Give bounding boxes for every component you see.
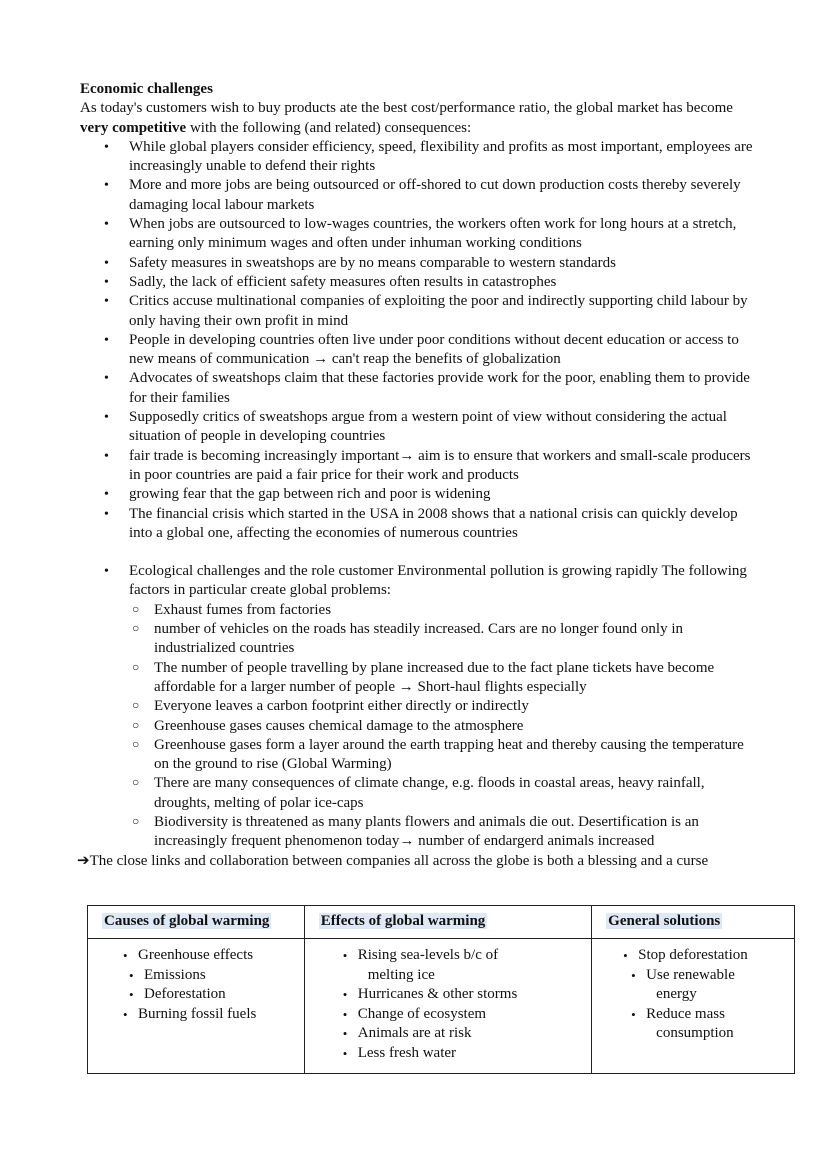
- bullet-icon: •: [104, 448, 109, 464]
- circle-bullet-icon: ○: [132, 813, 140, 828]
- bullet-icon: •: [123, 1006, 128, 1022]
- solution-item-continuation: consumption: [656, 1025, 734, 1041]
- list-item-text: Supposedly critics of sweatshops argue from a western point of view without considering the actual situation of people in developing countries: [129, 409, 727, 445]
- bullet-icon: •: [104, 371, 109, 387]
- effect-item-text: Hurricanes & other storms: [357, 986, 518, 1002]
- document-page: [77, 80, 760, 871]
- list-item-text: Critics accuse multinational companies of exploiting the poor and indirectly supporting child labour by only having their own profit in mind: [129, 293, 748, 329]
- circle-bullet-icon: ○: [132, 698, 140, 713]
- intro-paragraph: [80, 99, 760, 138]
- bullet-icon: •: [342, 1045, 348, 1061]
- ecological-challenges-list: [80, 562, 760, 851]
- list-item: [80, 485, 760, 504]
- section-heading: Economic challenges: [80, 81, 213, 97]
- effect-item-text: Animals are at risk: [357, 1025, 472, 1041]
- list-item-text: When jobs are outsourced to low-wages countries, the workers often work for long hours at a stretch, earning only minimum wages and often under inhuman working conditions: [129, 216, 737, 252]
- table-row: [88, 939, 795, 1074]
- effects-list: [305, 946, 591, 1063]
- arrow-icon: ➔: [77, 852, 90, 869]
- list-item-text: The number of people travelling by plane increased due to the fact plane tickets have become affordable for a larger number of people → Short-haul flights especially: [154, 659, 715, 695]
- circle-bullet-icon: ○: [132, 717, 140, 732]
- list-item-text: Advocates of sweatshops claim that these factories provide work for the poor, enabling them to provide for their families: [129, 370, 750, 406]
- solutions-cell: [592, 939, 795, 1074]
- bullet-icon: •: [342, 1026, 348, 1041]
- bullet-icon: •: [104, 332, 109, 348]
- bullet-icon: •: [123, 948, 128, 963]
- list-item: [80, 505, 760, 544]
- cause-text: Greenhouse effects: [138, 947, 254, 963]
- circle-bullet-icon: ○: [132, 601, 140, 616]
- solution-item-continuation: energy: [656, 986, 697, 1002]
- list-item-text: number of vehicles on the roads has steadily increased. Cars are no longer found only in industrialized countries: [154, 621, 684, 657]
- list-item-text: More and more jobs are being outsourced or off-shored to cut down production costs thereby severely damaging local labour markets: [129, 177, 741, 213]
- header-causes: Causes of global warming: [88, 906, 305, 939]
- list-item-text: The financial crisis which started in the USA in 2008 shows that a national crisis can quickly develop into a global one, affecting the economies of numerous countries: [129, 505, 738, 541]
- list-item: [129, 697, 760, 716]
- effect-item-text: Less fresh water: [357, 1044, 457, 1061]
- bullet-icon: •: [623, 948, 628, 963]
- bullet-icon: •: [129, 987, 134, 1002]
- list-item: [129, 620, 760, 659]
- list-item: [80, 408, 760, 447]
- bullet-icon: •: [631, 1006, 636, 1022]
- solutions-list: [592, 946, 794, 1044]
- bullet-icon: •: [104, 274, 109, 290]
- list-item: [80, 331, 760, 370]
- bullet-icon: •: [342, 987, 348, 1002]
- list-item-text: While global players consider efficiency, speed, flexibility and profits as most important, employees are increasingly unable to defend their rights: [129, 138, 753, 175]
- list-item: [80, 138, 760, 177]
- list-item-text: fair trade is becoming increasingly important→ aim is to ensure that workers and small-scale producers in poor countries are paid a fair price for their work and products: [129, 447, 751, 483]
- circle-bullet-icon: ○: [132, 621, 140, 636]
- list-item: [80, 273, 760, 292]
- list-item: [80, 176, 760, 215]
- circle-bullet-icon: ○: [132, 659, 140, 674]
- effect-item: [305, 1044, 591, 1064]
- solution-item: [592, 946, 794, 966]
- bullet-icon: •: [104, 178, 109, 194]
- list-item: [129, 736, 760, 775]
- list-item: [129, 659, 760, 698]
- bullet-icon: •: [631, 967, 636, 983]
- ecological-intro: Ecological challenges and the role customer Environmental pollution is growing rapidly The following factors in particular create global problems:: [129, 563, 747, 599]
- list-item-text: Everyone leaves a carbon footprint either directly or indirectly: [154, 698, 529, 715]
- spacer: [80, 543, 760, 562]
- header-effects: Effects of global warming: [304, 906, 591, 939]
- bullet-icon: •: [104, 487, 109, 503]
- effect-item: [305, 1024, 591, 1044]
- cause-item: [88, 985, 304, 1005]
- list-item: [80, 215, 760, 254]
- cause-item: [88, 1005, 304, 1025]
- conclusion: [77, 852, 760, 871]
- list-item-text: There are many consequences of climate change, e.g. floods in coastal areas, heavy rainfall, droughts, melting of polar ice-caps: [154, 775, 705, 811]
- list-item: [80, 369, 760, 408]
- bullet-icon: •: [342, 948, 348, 963]
- bullet-icon: •: [104, 410, 109, 426]
- list-item: [80, 562, 760, 851]
- solution-item: [592, 966, 794, 1005]
- list-item: [80, 447, 760, 486]
- list-item: [80, 254, 760, 273]
- effect-item: [305, 1005, 591, 1025]
- effect-item-continuation: melting ice: [367, 966, 435, 983]
- solution-item: [592, 1005, 794, 1044]
- bullet-icon: •: [104, 139, 109, 155]
- solution-item-text: Reduce mass: [646, 1005, 725, 1022]
- intro-bold: very competitive: [80, 119, 187, 136]
- list-item: [129, 813, 760, 852]
- circle-bullet-icon: ○: [132, 736, 140, 751]
- effects-cell: [304, 939, 591, 1074]
- table-header-row: [88, 906, 795, 939]
- list-item-text: People in developing countries often live under poor conditions without decent education or access to new means of communication → can't reap the benefits of globalization: [129, 331, 739, 368]
- causes-list: [88, 946, 304, 1024]
- cause-item: [88, 946, 304, 966]
- list-item-text: Greenhouse gases form a layer around the earth trapping heat and thereby causing the temperature on the ground to rise (Global Warming): [154, 736, 744, 773]
- header-solutions: General solutions: [592, 906, 795, 939]
- cause-text: Emissions: [144, 966, 206, 983]
- bullet-icon: •: [104, 294, 109, 310]
- conclusion-text: The close links and collaboration between companies all across the globe is both a blessing and a curse: [89, 852, 709, 869]
- list-item-text: growing fear that the gap between rich and poor is widening: [129, 486, 491, 503]
- effect-item-text: Rising sea-levels b/c of: [357, 947, 499, 963]
- bullet-icon: •: [104, 255, 109, 271]
- cause-text: Deforestation: [144, 986, 226, 1002]
- bullet-icon: •: [129, 967, 134, 983]
- list-item: [80, 292, 760, 331]
- bullet-icon: •: [104, 217, 109, 233]
- bullet-icon: •: [342, 1006, 348, 1022]
- economic-challenges-list: [80, 138, 760, 543]
- list-item: [129, 601, 760, 620]
- intro-text-end: with the following (and related) consequences:: [186, 119, 472, 136]
- effect-item: [305, 946, 591, 985]
- solution-item-text: Use renewable: [646, 966, 735, 983]
- global-warming-table: [87, 905, 795, 1074]
- list-item-text: Sadly, the lack of efficient safety measures often results in catastrophes: [129, 273, 557, 290]
- causes-cell: [88, 939, 305, 1074]
- cause-item: [88, 966, 304, 986]
- solution-item-text: Stop deforestation: [638, 947, 748, 963]
- intro-text: As today's customers wish to buy products ate the best cost/performance ratio, the global market has become: [80, 100, 733, 117]
- bullet-icon: •: [104, 506, 109, 522]
- circle-bullet-icon: ○: [132, 775, 140, 790]
- list-item-text: Greenhouse gases causes chemical damage to the atmosphere: [154, 717, 524, 734]
- list-item-text: Safety measures in sweatshops are by no means comparable to western standards: [129, 254, 616, 271]
- list-item: [129, 774, 760, 813]
- list-item-text: Biodiversity is threatened as many plants flowers and animals die out. Desertification is an increasingly frequent phenomenon today→ number of endargerd animals increased: [154, 813, 699, 850]
- cause-text: Burning fossil fuels: [138, 1005, 257, 1022]
- list-item-text: Exhaust fumes from factories: [154, 601, 332, 618]
- effect-item-text: Change of ecosystem: [357, 1005, 487, 1022]
- bullet-icon: •: [104, 564, 109, 580]
- ecological-factors-list: [129, 601, 760, 852]
- effect-item: [305, 985, 591, 1005]
- list-item: [129, 717, 760, 736]
